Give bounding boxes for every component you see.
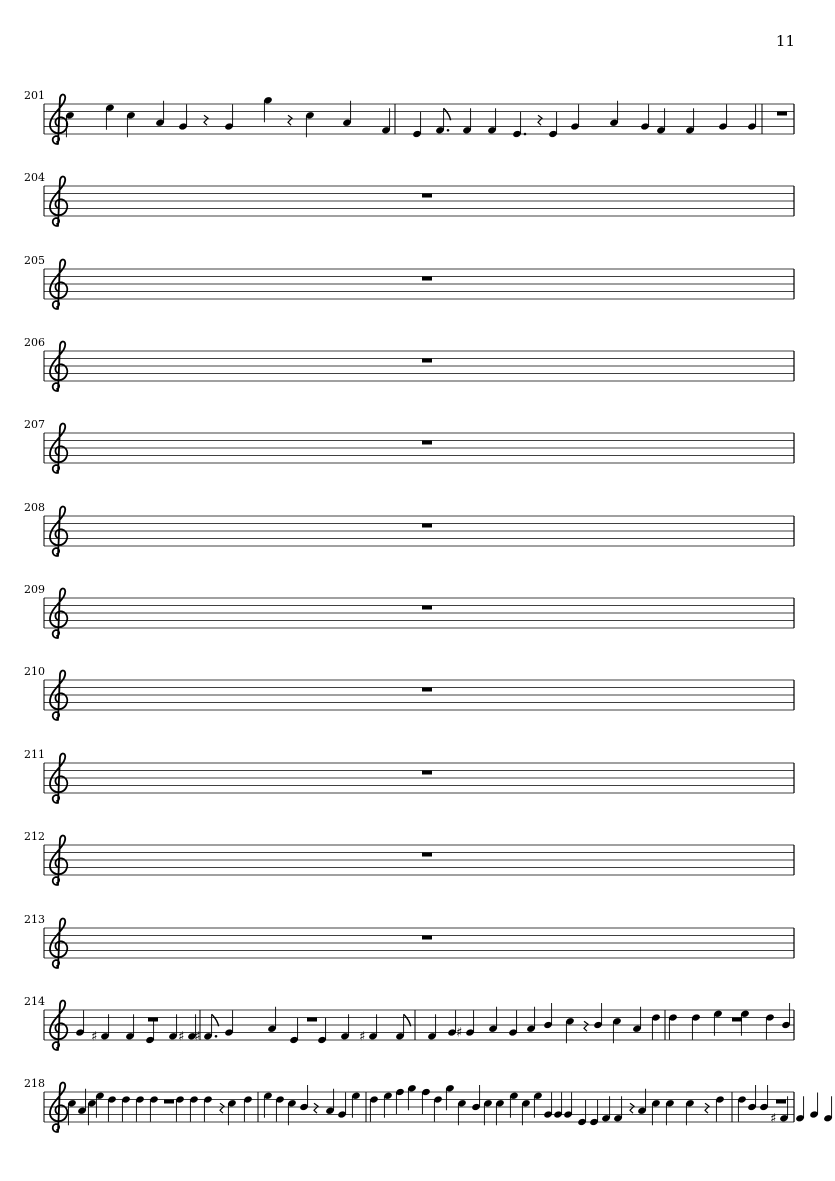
whole-rest-icon (307, 1018, 317, 1022)
whole-rest-icon (422, 359, 432, 363)
staff-system-210 (24, 665, 794, 720)
rest-icon (220, 1103, 224, 1113)
measure-number: 218 (24, 1077, 45, 1090)
sharp-icon: ♯ (91, 1029, 98, 1045)
measure-number: 210 (24, 665, 45, 678)
rest-icon (314, 1103, 318, 1113)
whole-rest-icon (422, 771, 432, 775)
sharp-icon: ♯ (359, 1029, 366, 1045)
staff-system-218 (24, 1077, 833, 1132)
measure-number: 208 (24, 501, 45, 514)
staff-system-206 (24, 336, 794, 391)
dot (215, 1035, 218, 1038)
rest-icon (705, 1103, 709, 1113)
staff-system-209 (24, 583, 794, 638)
dot (447, 129, 450, 132)
measure-number: 209 (24, 583, 45, 596)
measure-number: 201 (24, 89, 45, 102)
staff-system-204 (24, 171, 794, 226)
measure-number: 211 (24, 748, 45, 761)
measure-number: 212 (24, 830, 45, 843)
whole-rest-icon (422, 524, 432, 528)
note-flag (444, 108, 451, 120)
whole-rest-icon (777, 112, 787, 116)
whole-rest-icon (422, 936, 432, 940)
whole-rest-icon (776, 1100, 786, 1104)
staff-system-211 (24, 748, 794, 803)
whole-rest-icon (422, 277, 432, 281)
note-flag (404, 1014, 411, 1026)
rest-icon (288, 115, 292, 125)
dot (524, 133, 527, 136)
whole-rest-icon (422, 194, 432, 198)
staff-system-214 (24, 995, 794, 1050)
staff-system-212 (24, 830, 794, 885)
sharp-icon: ♯ (194, 1029, 201, 1045)
whole-rest-icon (422, 606, 432, 610)
rest-icon (538, 115, 542, 125)
page-number: 11 (775, 32, 795, 50)
whole-rest-icon (164, 1100, 174, 1104)
staff-system-207 (24, 418, 794, 473)
whole-rest-icon (422, 688, 432, 692)
sharp-icon: ♯ (456, 1025, 463, 1041)
whole-rest-icon (732, 1018, 742, 1022)
staff-system-213 (24, 913, 794, 968)
sharp-icon: ♯ (770, 1111, 777, 1127)
whole-rest-icon (422, 441, 432, 445)
rest-icon (630, 1103, 634, 1113)
staff-system-208 (24, 501, 794, 556)
staff-system-205 (24, 254, 794, 309)
note-flag (212, 1014, 219, 1026)
measure-number: 205 (24, 254, 45, 267)
rest-icon (204, 115, 208, 125)
sharp-icon: ♯ (178, 1029, 185, 1045)
measure-number: 213 (24, 913, 45, 926)
measure-number: 214 (24, 995, 45, 1008)
whole-rest-icon (422, 853, 432, 857)
measure-number: 207 (24, 418, 45, 431)
rest-icon (584, 1021, 588, 1031)
measure-number: 204 (24, 171, 45, 184)
measure-number: 206 (24, 336, 45, 349)
staff-system-201 (24, 89, 794, 144)
whole-rest-icon (148, 1018, 158, 1022)
